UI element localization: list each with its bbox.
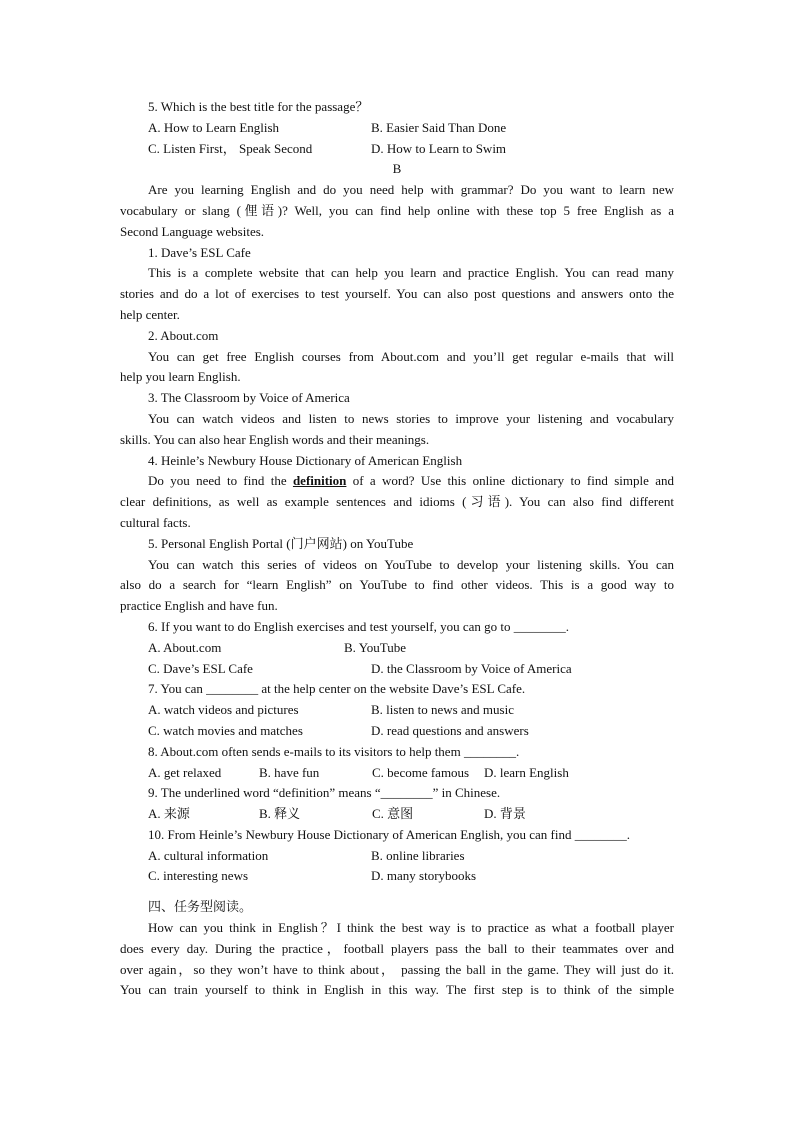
question-10-option-d: D. many storybooks [371, 868, 477, 884]
section-4-heading: 四、任务型阅读。 [148, 899, 253, 915]
underlined-word-definition: definition [292, 473, 347, 489]
section-4-line-2: does every day. During the practice，football players pass the ball to their teammates over and [120, 940, 674, 956]
site-1-line-2: stories and do a lot of exercises to test yourself. You can also post questions and answers onto the [120, 286, 674, 302]
question-6-option-c: C. Dave’s ESL Cafe [148, 660, 253, 676]
question-8-options [120, 763, 674, 784]
site-4-line-2: clear definitions, as well as example sentences and idioms (习语). You can also find different [120, 494, 674, 510]
question-8-option-d: D. learn English [484, 764, 569, 780]
site-5-line-1: You can watch this series of videos on YouTube to develop your listening skills. You can [148, 556, 674, 572]
question-8-option-c: C. become famous [372, 764, 470, 780]
site-1-line-1: This is a complete website that can help you learn and practice English. You can read many [148, 265, 674, 281]
page-content [120, 97, 674, 1001]
section-4-line-1: How can you think in English？I think the best way is to practice as what a football player [148, 920, 674, 936]
question-10-options-row1 [120, 846, 674, 867]
question-7-option-b: B. listen to news and music [371, 702, 514, 718]
question-9-option-c: C. 意图 [372, 806, 414, 822]
question-10-option-a: A. cultural information [148, 847, 269, 863]
question-7-stem: 7. You can ________ at the help center on the website Dave’s ESL Cafe. [148, 681, 526, 697]
question-10-options-row2 [120, 866, 674, 887]
question-7-option-a: A. watch videos and pictures [148, 702, 299, 718]
question-9-options [120, 804, 674, 825]
site-4-title: 4. Heinle’s Newbury House Dictionary of American English [148, 452, 463, 468]
question-10-option-c: C. interesting news [148, 868, 249, 884]
site-4-line-1 [120, 471, 674, 492]
site-4-line-1-post: of a word? Use this online dictionary to find simple and [346, 473, 674, 489]
question-6-options-row1 [120, 638, 674, 659]
site-2-title: 2. About.com [148, 327, 219, 343]
question-6-option-b: B. YouTube [344, 639, 407, 655]
question-5-options-row1 [120, 118, 674, 139]
question-8-option-a: A. get relaxed [148, 764, 222, 780]
section-spacer [120, 887, 674, 897]
site-4-line-3: cultural facts. [120, 514, 191, 530]
site-5-title: 5. Personal English Portal (门户网站) on YouTube [148, 535, 414, 551]
question-5-option-a: A. How to Learn English [148, 119, 280, 135]
question-6-option-a: A. About.com [148, 639, 222, 655]
question-7-options-row2 [120, 721, 674, 742]
intro-line-2: vocabulary or slang (俚语)? Well, you can find help online with these top 5 free English as a [120, 202, 674, 218]
question-10-option-b: B. online libraries [371, 847, 465, 863]
question-9-option-b: B. 释义 [259, 806, 301, 822]
site-4-line-1-pre: Do you need to find the [148, 473, 293, 489]
question-6-option-d: D. the Classroom by Voice of America [371, 660, 572, 676]
site-3-line-2: skills. You can also hear English words and their meanings. [120, 431, 430, 447]
site-1-line-3: help center. [120, 306, 180, 322]
question-6-options-row2 [120, 659, 674, 680]
question-5-option-b: B. Easier Said Than Done [371, 119, 507, 135]
question-5-option-c: C. Listen First， Speak Second [148, 140, 313, 156]
question-5-option-d: D. How to Learn to Swim [371, 140, 507, 156]
question-9-stem: 9. The underlined word “definition” means “________” in Chinese. [148, 785, 501, 801]
section-4-line-3: over again，so they won’t have to think about， passing the ball in the game. They will just do it. [120, 961, 674, 977]
site-5-line-3: practice English and have fun. [120, 598, 278, 614]
question-5-stem: 5. Which is the best title for the passage？ [148, 99, 369, 114]
intro-line-1: Are you learning English and do you need help with grammar? Do you want to learn new [148, 182, 674, 198]
site-5-line-2: also do a search for “learn English” on YouTube to find other videos. This is a good way to [120, 577, 674, 593]
question-9-option-a: A. 来源 [148, 806, 190, 822]
question-10-stem: 10. From Heinle’s Newbury House Dictionary of American English, you can find ________. [148, 826, 630, 842]
site-3-line-1: You can watch videos and listen to news stories to improve your listening and vocabulary [148, 410, 674, 426]
question-9-option-d: D. 背景 [484, 806, 526, 822]
question-8-option-b: B. have fun [259, 764, 320, 780]
question-8-stem: 8. About.com often sends e-mails to its visitors to help them ________. [148, 743, 520, 759]
intro-line-3: Second Language websites. [120, 223, 265, 239]
question-7-option-d: D. read questions and answers [371, 722, 529, 738]
site-1-title: 1. Dave’s ESL Cafe [148, 244, 251, 260]
section-b-label: B [392, 161, 402, 177]
question-6-stem: 6. If you want to do English exercises and test yourself, you can go to ________. [148, 618, 569, 634]
question-7-option-c: C. watch movies and matches [148, 722, 303, 738]
question-7-options-row1 [120, 700, 674, 721]
site-2-line-2: help you learn English. [120, 369, 241, 385]
site-2-line-1: You can get free English courses from About.com and you’ll get regular e-mails that will [148, 348, 674, 364]
site-3-title: 3. The Classroom by Voice of America [148, 390, 350, 406]
question-5-options-row2 [120, 139, 674, 160]
section-4-line-4: You can train yourself to think in English in this way. The first step is to think of the simple [120, 982, 674, 998]
